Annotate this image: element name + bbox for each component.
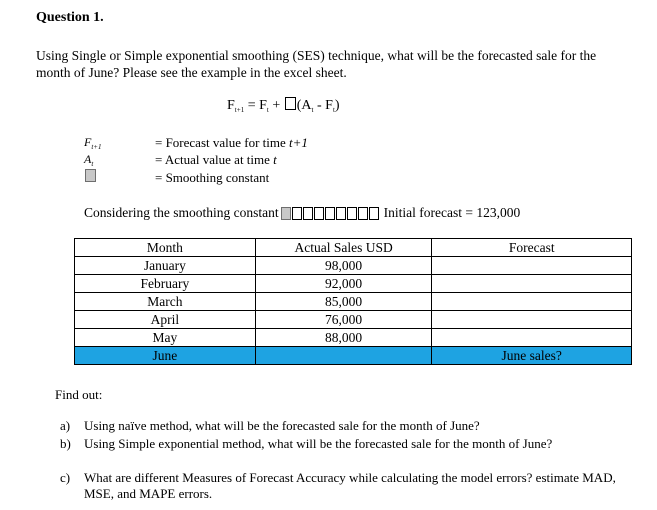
formula-open: (A <box>296 98 312 113</box>
cell-month: February <box>75 275 256 293</box>
formula-eq: = F <box>244 98 267 113</box>
def-text-forecast: = Forecast value for time t+1 <box>155 135 308 150</box>
table-row <box>75 257 632 275</box>
table-row <box>75 293 632 311</box>
def-symbol-alpha <box>84 169 97 185</box>
question-label-c: c) <box>60 470 71 485</box>
formula-f-sub: t <box>266 106 269 114</box>
question-text-a: Using naïve method, what will be the forecasted sale for the month of June? <box>84 418 480 433</box>
header-forecast: Forecast <box>432 239 632 257</box>
cell-month: March <box>75 293 256 311</box>
cell-forecast <box>432 311 632 329</box>
question-title: Question 1. <box>36 10 104 25</box>
alpha-placeholder-icon <box>285 97 296 110</box>
alpha-placeholder-icon <box>85 169 96 182</box>
cell-sales: 98,000 <box>255 257 432 275</box>
consider-line <box>84 205 520 223</box>
header-actual-sales: Actual Sales USD <box>255 239 432 257</box>
sales-table <box>74 238 632 365</box>
intro-paragraph: Using Single or Simple exponential smoothing (SES) technique, what will be the forecasted sale for the month of June? Please see the example in the excel sheet. <box>36 48 597 80</box>
cell-month: April <box>75 311 256 329</box>
formula-close: ) <box>334 98 340 113</box>
question-text-c: What are different Measures of Forecast Accuracy while calculating the model errors? estimate MAD, MSE, and MAPE errors. <box>84 470 616 501</box>
table-row <box>75 329 632 347</box>
cell-forecast: June sales? <box>432 347 632 365</box>
table-header-row <box>75 239 632 257</box>
cell-month: June <box>75 347 256 365</box>
table-row <box>75 311 632 329</box>
formula-f2-sub: t <box>332 106 335 114</box>
cell-month: May <box>75 329 256 347</box>
cell-sales: 88,000 <box>255 329 432 347</box>
find-out-heading: Find out: <box>55 387 103 402</box>
formula-a-sub: t <box>311 106 314 114</box>
cell-sales: 92,000 <box>255 275 432 293</box>
table-row-highlighted <box>75 347 632 365</box>
cell-forecast <box>432 329 632 347</box>
cell-month: January <box>75 257 256 275</box>
def-symbol-actual: $A_t$ <box>84 152 94 168</box>
cell-sales: 85,000 <box>255 293 432 311</box>
cell-forecast <box>432 293 632 311</box>
formula-lhs: F <box>227 98 235 113</box>
formula-minus: - F <box>313 98 333 113</box>
cell-sales: 76,000 <box>255 311 432 329</box>
consider-lead: Considering the smoothing constant <box>84 205 279 220</box>
table-row <box>75 275 632 293</box>
cell-forecast <box>432 275 632 293</box>
def-text-actual: = Actual value at time t <box>155 152 277 167</box>
question-label-b: b) <box>60 436 71 451</box>
consider-tail: Initial forecast = 123,000 <box>383 205 521 220</box>
def-text-alpha: = Smoothing constant <box>155 170 270 185</box>
question-label-a: a) <box>60 418 71 433</box>
header-month: Month <box>75 239 256 257</box>
cell-forecast <box>432 257 632 275</box>
ses-formula <box>227 97 340 114</box>
cell-sales <box>255 347 432 365</box>
question-text-b: Using Simple exponential method, what will be the forecasted sale for the month of June? <box>84 436 553 451</box>
def-symbol-forecast: $F_{t+1}$ <box>84 135 102 151</box>
formula-plus: + <box>268 98 284 113</box>
formula-lhs-sub: t+1 <box>234 106 245 114</box>
smoothing-constant-placeholder-icon <box>281 207 380 223</box>
